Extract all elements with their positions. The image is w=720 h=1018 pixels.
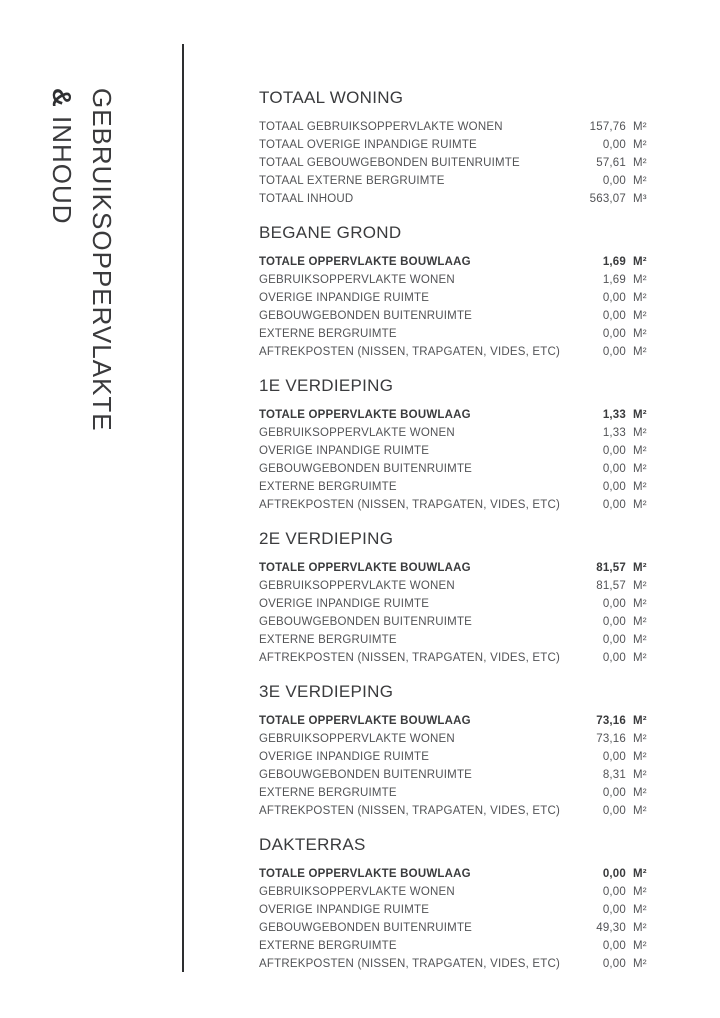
section-heading: DAKTERRAS xyxy=(259,835,366,854)
table-row xyxy=(259,406,655,424)
section-heading: 1E VERDIEPING xyxy=(259,376,394,395)
row-unit: M² xyxy=(633,409,647,421)
table-row xyxy=(259,559,655,577)
table-row xyxy=(259,496,655,514)
row-value: 0,00 xyxy=(602,139,626,151)
row-value: 0,00 xyxy=(602,958,626,970)
row-value: 1,69 xyxy=(602,274,626,286)
row-label: GEBOUWGEBONDEN BUITENRUIMTE xyxy=(259,922,473,934)
row-label: GEBOUWGEBONDEN BUITENRUIMTE xyxy=(259,769,473,781)
row-label: TOTAAL OVERIGE INPANDIGE RUIMTE xyxy=(259,139,477,151)
section-heading: 3E VERDIEPING xyxy=(259,682,394,701)
row-label: AFTREKPOSTEN (NISSEN, TRAPGATEN, VIDES, ETC) xyxy=(259,499,561,511)
row-value: 0,00 xyxy=(602,616,626,628)
table-row xyxy=(259,271,655,289)
row-label: AFTREKPOSTEN (NISSEN, TRAPGATEN, VIDES, ETC) xyxy=(259,958,561,970)
row-unit: M² xyxy=(633,769,647,781)
row-value: 1,69 xyxy=(602,256,626,268)
row-label: AFTREKPOSTEN (NISSEN, TRAPGATEN, VIDES, ETC) xyxy=(259,346,561,358)
floor-section xyxy=(259,224,655,361)
row-unit: M² xyxy=(633,616,647,628)
row-unit: M² xyxy=(633,481,647,493)
row-value: 0,00 xyxy=(602,175,626,187)
row-value: 0,00 xyxy=(602,868,626,880)
row-label: GEBRUIKSOPPERVLAKTE WONEN xyxy=(259,886,455,898)
row-label: GEBOUWGEBONDEN BUITENRUIMTE xyxy=(259,310,473,322)
row-unit: M² xyxy=(633,751,647,763)
row-label: OVERIGE INPANDIGE RUIMTE xyxy=(259,292,430,304)
row-unit: M² xyxy=(633,904,647,916)
row-value: 563,07 xyxy=(589,193,626,205)
row-value: 0,00 xyxy=(602,463,626,475)
row-unit: M² xyxy=(633,868,647,880)
table-row xyxy=(259,901,655,919)
row-value: 0,00 xyxy=(602,805,626,817)
section-rows xyxy=(259,406,655,514)
row-unit: M² xyxy=(633,940,647,952)
row-unit: M² xyxy=(633,445,647,457)
table-row xyxy=(259,190,655,208)
table-row xyxy=(259,478,655,496)
row-unit: M² xyxy=(633,427,647,439)
section-rows xyxy=(259,865,655,973)
table-row xyxy=(259,154,655,172)
row-label: GEBOUWGEBONDEN BUITENRUIMTE xyxy=(259,616,473,628)
row-unit: M² xyxy=(633,922,647,934)
section-rows xyxy=(259,253,655,361)
row-unit: M² xyxy=(633,463,647,475)
vertical-divider xyxy=(182,44,184,972)
floor-section xyxy=(259,377,655,514)
row-unit: M² xyxy=(633,175,647,187)
row-label: GEBRUIKSOPPERVLAKTE WONEN xyxy=(259,274,455,286)
table-row xyxy=(259,613,655,631)
row-unit: M² xyxy=(633,715,647,727)
row-value: 0,00 xyxy=(602,598,626,610)
row-value: 49,30 xyxy=(596,922,626,934)
table-row xyxy=(259,919,655,937)
page-title-line2-text: INHOUD xyxy=(47,107,77,225)
row-unit: M² xyxy=(633,310,647,322)
row-label: AFTREKPOSTEN (NISSEN, TRAPGATEN, VIDES, ETC) xyxy=(259,805,561,817)
row-value: 0,00 xyxy=(602,481,626,493)
row-label: TOTALE OPPERVLAKTE BOUWLAAG xyxy=(259,715,471,727)
row-label: AFTREKPOSTEN (NISSEN, TRAPGATEN, VIDES, ETC) xyxy=(259,652,561,664)
row-value: 0,00 xyxy=(602,940,626,952)
row-unit: M² xyxy=(633,157,647,169)
row-unit: M² xyxy=(633,805,647,817)
table-row xyxy=(259,730,655,748)
row-unit: M² xyxy=(633,274,647,286)
report-content xyxy=(259,89,655,989)
row-value: 0,00 xyxy=(602,328,626,340)
row-label: GEBRUIKSOPPERVLAKTE WONEN xyxy=(259,580,455,592)
row-label: EXTERNE BERGRUIMTE xyxy=(259,328,397,340)
row-label: GEBRUIKSOPPERVLAKTE WONEN xyxy=(259,733,455,745)
table-row xyxy=(259,172,655,190)
table-row xyxy=(259,289,655,307)
row-label: TOTALE OPPERVLAKTE BOUWLAAG xyxy=(259,562,471,574)
table-row xyxy=(259,865,655,883)
row-unit: M² xyxy=(633,634,647,646)
section-rows xyxy=(259,559,655,667)
row-label: TOTAAL GEBRUIKSOPPERVLAKTE WONEN xyxy=(259,121,503,133)
table-row xyxy=(259,325,655,343)
row-unit: M² xyxy=(633,562,647,574)
table-row xyxy=(259,577,655,595)
row-label: OVERIGE INPANDIGE RUIMTE xyxy=(259,598,430,610)
row-label: OVERIGE INPANDIGE RUIMTE xyxy=(259,445,430,457)
row-unit: M² xyxy=(633,652,647,664)
row-value: 1,33 xyxy=(602,427,626,439)
row-unit: M² xyxy=(633,787,647,799)
section-heading: TOTAAL WONING xyxy=(259,88,404,107)
table-row xyxy=(259,136,655,154)
row-label: GEBOUWGEBONDEN BUITENRUIMTE xyxy=(259,463,473,475)
row-value: 0,00 xyxy=(602,346,626,358)
section-rows xyxy=(259,118,655,208)
table-row xyxy=(259,442,655,460)
section-heading: BEGANE GROND xyxy=(259,223,402,242)
table-row xyxy=(259,631,655,649)
row-value: 0,00 xyxy=(602,310,626,322)
table-row xyxy=(259,253,655,271)
row-unit: M² xyxy=(633,499,647,511)
row-value: 8,31 xyxy=(602,769,626,781)
row-value: 0,00 xyxy=(602,652,626,664)
row-label: TOTALE OPPERVLAKTE BOUWLAAG xyxy=(259,868,471,880)
row-unit: M² xyxy=(633,139,647,151)
row-unit: M³ xyxy=(633,193,647,205)
row-label: GEBRUIKSOPPERVLAKTE WONEN xyxy=(259,427,455,439)
row-unit: M² xyxy=(633,256,647,268)
table-row xyxy=(259,802,655,820)
row-value: 73,16 xyxy=(596,733,626,745)
floor-section xyxy=(259,683,655,820)
row-unit: M² xyxy=(633,886,647,898)
row-label: TOTAAL INHOUD xyxy=(259,193,354,205)
row-label: EXTERNE BERGRUIMTE xyxy=(259,481,397,493)
row-value: 0,00 xyxy=(602,886,626,898)
row-label: OVERIGE INPANDIGE RUIMTE xyxy=(259,751,430,763)
table-row xyxy=(259,118,655,136)
table-row xyxy=(259,955,655,973)
row-value: 0,00 xyxy=(602,787,626,799)
row-label: EXTERNE BERGRUIMTE xyxy=(259,787,397,799)
table-row xyxy=(259,748,655,766)
table-row xyxy=(259,649,655,667)
row-value: 0,00 xyxy=(602,904,626,916)
row-label: EXTERNE BERGRUIMTE xyxy=(259,940,397,952)
table-row xyxy=(259,784,655,802)
table-row xyxy=(259,424,655,442)
row-value: 0,00 xyxy=(602,292,626,304)
row-value: 1,33 xyxy=(602,409,626,421)
row-value: 157,76 xyxy=(589,121,626,133)
table-row xyxy=(259,883,655,901)
row-unit: M² xyxy=(633,733,647,745)
row-value: 0,00 xyxy=(602,634,626,646)
table-row xyxy=(259,595,655,613)
row-label: OVERIGE INPANDIGE RUIMTE xyxy=(259,904,430,916)
table-row xyxy=(259,343,655,361)
table-row xyxy=(259,937,655,955)
floor-section xyxy=(259,89,655,208)
row-unit: M² xyxy=(633,958,647,970)
section-heading: 2E VERDIEPING xyxy=(259,529,394,548)
table-row xyxy=(259,307,655,325)
row-unit: M² xyxy=(633,580,647,592)
row-value: 57,61 xyxy=(596,157,626,169)
row-unit: M² xyxy=(633,121,647,133)
row-label: TOTALE OPPERVLAKTE BOUWLAAG xyxy=(259,256,471,268)
ampersand: & xyxy=(47,88,77,108)
row-label: TOTAAL GEBOUWGEBONDEN BUITENRUIMTE xyxy=(259,157,520,169)
row-label: EXTERNE BERGRUIMTE xyxy=(259,634,397,646)
row-value: 0,00 xyxy=(602,445,626,457)
row-unit: M² xyxy=(633,328,647,340)
page-title-line1: GEBRUIKSOPPERVLAKTE xyxy=(87,88,117,432)
row-unit: M² xyxy=(633,598,647,610)
row-label: TOTAAL EXTERNE BERGRUIMTE xyxy=(259,175,445,187)
page-title-vertical xyxy=(42,88,122,448)
row-value: 81,57 xyxy=(596,562,626,574)
section-rows xyxy=(259,712,655,820)
row-value: 0,00 xyxy=(602,751,626,763)
row-value: 0,00 xyxy=(602,499,626,511)
floor-section xyxy=(259,836,655,973)
floor-section xyxy=(259,530,655,667)
row-unit: M² xyxy=(633,292,647,304)
table-row xyxy=(259,460,655,478)
row-value: 73,16 xyxy=(596,715,626,727)
row-label: TOTALE OPPERVLAKTE BOUWLAAG xyxy=(259,409,471,421)
page-title-line2 xyxy=(42,88,82,448)
table-row xyxy=(259,712,655,730)
table-row xyxy=(259,766,655,784)
row-value: 81,57 xyxy=(596,580,626,592)
row-unit: M² xyxy=(633,346,647,358)
